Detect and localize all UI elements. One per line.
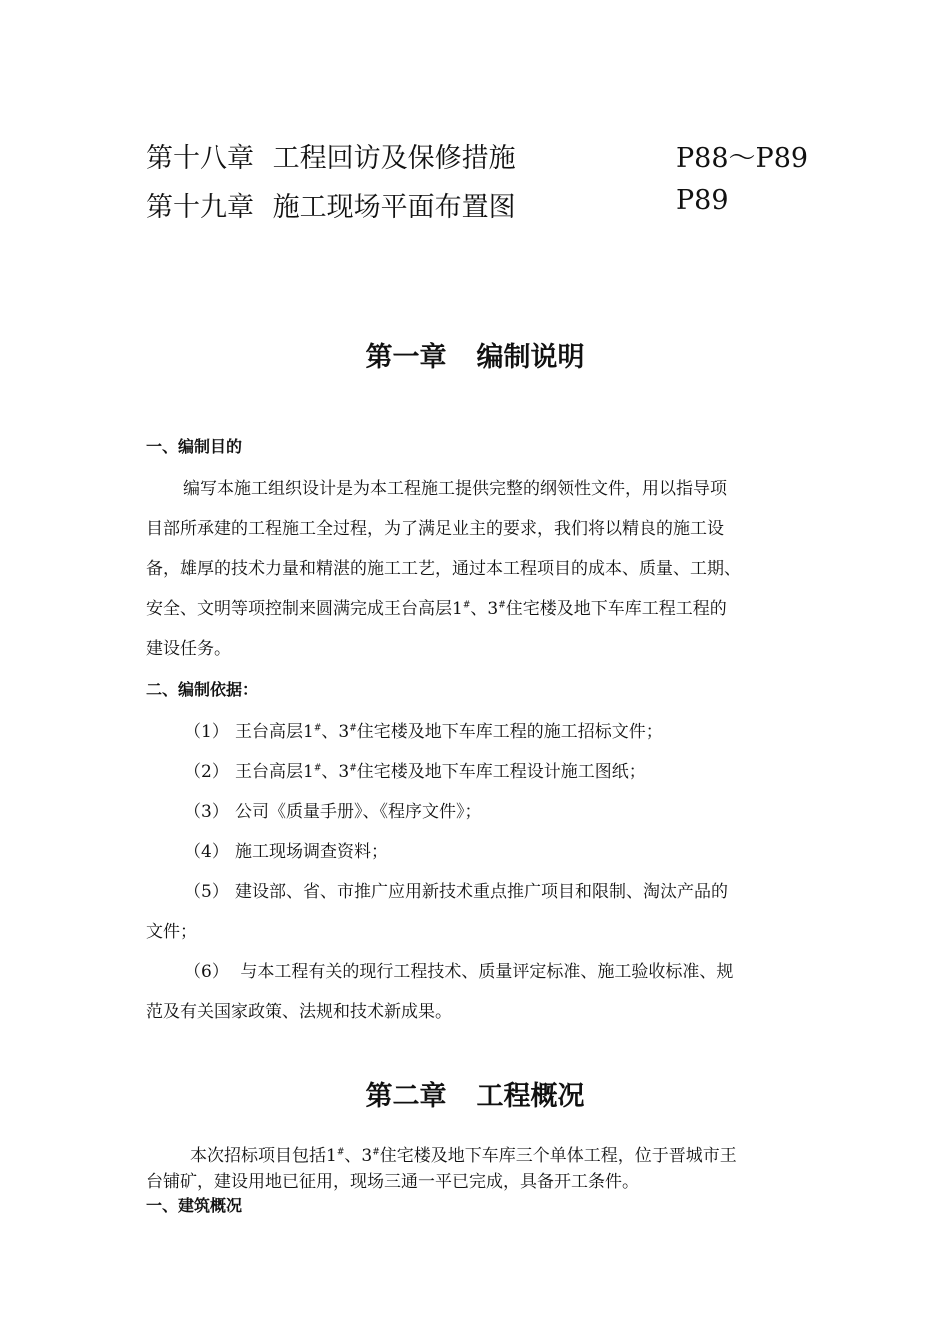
paragraph-line: 编写本施工组织设计是为本工程施工提供完整的纲领性文件，用以指导项 bbox=[183, 479, 727, 499]
paragraph-line: 台铺矿，建设用地已征用，现场三通一平已完成，具备开工条件。 bbox=[146, 1172, 639, 1192]
list-item bbox=[184, 757, 646, 782]
toc-page-range: P88～P89 bbox=[676, 143, 809, 174]
paragraph-line: 建设任务。 bbox=[146, 639, 231, 659]
list-item-continuation: 文件； bbox=[146, 922, 197, 942]
toc-row bbox=[146, 185, 729, 224]
section-heading: 二、编制依据： bbox=[146, 680, 259, 699]
paragraph-line: 本次招标项目包括1#、3#住宅楼及地下车库三个单体工程，位于晋城市王 bbox=[190, 1146, 737, 1166]
chapter-1-title bbox=[0, 335, 950, 374]
section-heading: 一、建筑概况 bbox=[146, 1196, 243, 1215]
chapter-name: 编制说明 bbox=[476, 342, 585, 373]
list-item bbox=[184, 877, 728, 902]
list-item-text: 王台高层1#、3#住宅楼及地下车库工程设计施工图纸； bbox=[235, 762, 646, 782]
list-item bbox=[184, 797, 482, 822]
chapter-name: 工程概况 bbox=[476, 1081, 585, 1112]
toc-chapter-title: 工程回访及保修措施 bbox=[272, 143, 516, 174]
list-item-text: 施工现场调查资料； bbox=[235, 842, 388, 862]
list-item-number: （2） bbox=[184, 762, 229, 782]
toc-chapter-title: 施工现场平面布置图 bbox=[272, 192, 516, 223]
list-item-text: 与本工程有关的现行工程技术、质量评定标准、施工验收标准、规 bbox=[235, 962, 734, 982]
chapter-number: 第一章 bbox=[365, 342, 447, 373]
toc-chapter-number: 第十九章 bbox=[146, 192, 254, 223]
chapter-2-title bbox=[0, 1074, 950, 1113]
list-item-number: （5） bbox=[184, 882, 229, 902]
list-item bbox=[184, 837, 388, 862]
list-item bbox=[184, 957, 733, 982]
list-item-text: 公司《质量手册》、《程序文件》； bbox=[235, 802, 482, 822]
chapter-number: 第二章 bbox=[365, 1081, 447, 1112]
toc-chapter-number: 第十八章 bbox=[146, 143, 254, 174]
list-item-number: （1） bbox=[184, 722, 229, 742]
paragraph-line: 安全、文明等项控制来圆满完成王台高层1#、3#住宅楼及地下车库工程工程的 bbox=[146, 599, 727, 619]
section-heading: 一、编制目的 bbox=[146, 437, 243, 456]
toc-row bbox=[146, 136, 809, 175]
list-item-number: （6） bbox=[184, 962, 229, 982]
paragraph-line: 备，雄厚的技术力量和精湛的施工工艺，通过本工程项目的成本、质量、工期、 bbox=[146, 559, 741, 579]
list-item-text: 建设部、省、市推广应用新技术重点推广项目和限制、淘汰产品的 bbox=[235, 882, 728, 902]
toc-page-range: P89 bbox=[676, 185, 729, 216]
paragraph-line: 目部所承建的工程施工全过程，为了满足业主的要求，我们将以精良的施工设 bbox=[146, 519, 724, 539]
list-item-continuation: 范及有关国家政策、法规和技术新成果。 bbox=[146, 1002, 452, 1022]
list-item-text: 王台高层1#、3#住宅楼及地下车库工程的施工招标文件； bbox=[235, 722, 663, 742]
list-item-number: （4） bbox=[184, 842, 229, 862]
list-item-number: （3） bbox=[184, 802, 229, 822]
list-item bbox=[184, 717, 663, 742]
